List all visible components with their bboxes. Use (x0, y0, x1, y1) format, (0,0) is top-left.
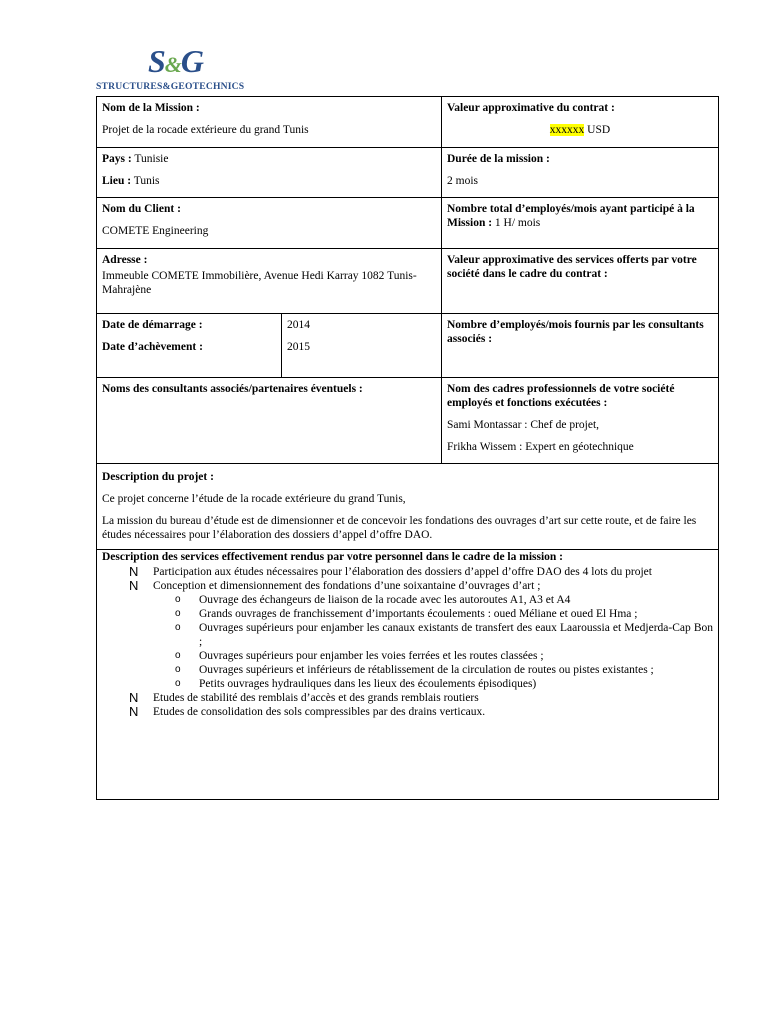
lieu-label: Lieu : (102, 175, 132, 187)
pays-label: Pays : (102, 153, 132, 165)
cell-date-values (282, 314, 442, 377)
cell-contract-value (442, 97, 718, 147)
sub-list-item (153, 663, 713, 677)
service-item-text: Conception et dimensionnement des fondations d’une soixantaine d’ouvrages d’art ; (153, 580, 541, 592)
sub-list-item (153, 621, 713, 649)
valeur-services-label: Valeur approximative des services offerts par votre société dans le cadre du contrat : (447, 254, 697, 280)
logo-ampersand: & (164, 52, 181, 77)
sub-item-text: Ouvrages supérieurs et inférieurs de rétablissement de la circulation de routes ou pistes existantes ; (199, 664, 654, 676)
contract-amount: xxxxxx (549, 124, 585, 136)
row-consultants (97, 378, 718, 464)
description-label: Description du projet : (102, 471, 214, 483)
consultants-employes-label: Nombre d’employés/mois fournis par les consultants associés : (447, 319, 704, 345)
bullet-icon: N (129, 690, 139, 705)
circle-bullet-icon: o (175, 664, 181, 675)
services-label: Description des services effectivement rendus par votre personnel dans le cadre de la mission : (102, 551, 564, 563)
lieu-value: Tunis (131, 175, 160, 187)
service-item-text: Etudes de consolidation des sols compressibles par des drains verticaux. (153, 706, 486, 718)
duree-value: 2 mois (447, 175, 478, 187)
client-value: COMETE Engineering (102, 225, 209, 237)
cell-services-value (442, 249, 718, 313)
demarrage-value: 2014 (287, 319, 310, 331)
service-item-text: Etudes de stabilité des remblais d’accès et des grands remblais routiers (153, 692, 479, 704)
cell-staff (442, 378, 718, 463)
sub-list-item (153, 593, 713, 607)
mission-label: Nom de la Mission : (102, 102, 200, 114)
list-item (102, 579, 713, 691)
cell-consultant-employees (442, 314, 718, 377)
list-item (102, 705, 713, 719)
adresse-value: Immeuble COMETE Immobilière, Avenue Hedi Karray 1082 Tunis- Mahrajène (102, 270, 417, 296)
bullet-icon: N (129, 578, 139, 593)
sub-list-item (153, 677, 713, 691)
cell-address (97, 249, 442, 313)
row-project-description (97, 464, 718, 550)
list-item (102, 691, 713, 705)
description-paragraph-2: La mission du bureau d’étude est de dimensionner et de concevoir les fondations des ouvrages d’art sur cette route, et de faire les études nécessaires pour l’élaboration des dossiers d’appel d’offre DAO. (102, 515, 697, 541)
logo-letter-s: S (148, 43, 165, 79)
sub-item-text: Ouvrage des échangeurs de liaison de la rocade avec les autoroutes A1, A3 et A4 (199, 594, 571, 606)
cadre-2: Frikha Wissem : Expert en géotechnique (447, 441, 634, 453)
row-mission (97, 97, 718, 148)
achevement-label: Date d’achèvement : (102, 341, 203, 353)
sub-item-text: Ouvrages supérieurs pour enjamber les voies ferrées et les routes classées ; (199, 650, 544, 662)
cadres-label: Nom des cadres professionnels de votre société employés et fonctions exécutées : (447, 383, 675, 409)
sub-item-text: Petits ouvrages hydrauliques dans les lieux des écoulements épisodiques) (199, 678, 537, 690)
cell-project-description (97, 464, 718, 549)
mission-form-table (96, 96, 719, 800)
adresse-label: Adresse : (102, 254, 148, 266)
services-list (102, 565, 713, 719)
cadre-1: Sami Montassar : Chef de projet, (447, 419, 600, 431)
row-address (97, 249, 718, 314)
row-client (97, 198, 718, 249)
cell-country-place (97, 148, 442, 197)
sub-services-list (153, 593, 713, 691)
list-item (102, 565, 713, 579)
circle-bullet-icon: o (175, 650, 181, 661)
description-paragraph-1: Ce projet concerne l’étude de la rocade extérieure du grand Tunis, (102, 493, 406, 505)
circle-bullet-icon: o (175, 594, 181, 605)
pays-value: Tunisie (131, 153, 169, 165)
circle-bullet-icon: o (175, 608, 181, 619)
sub-item-text: Ouvrages supérieurs pour enjamber les canaux existants de transfert des eaux Laaroussia et Medjerda-Cap Bon ; (199, 622, 713, 648)
service-item-text: Participation aux études nécessaires pour l’élaboration des dossiers d’appel d’offre DAO des 4 lots du projet (153, 566, 652, 578)
circle-bullet-icon: o (175, 678, 181, 689)
logo-company-name: STRUCTURES&GEOTECHNICS (96, 81, 245, 92)
bullet-icon: N (129, 704, 139, 719)
cell-consultants (97, 378, 442, 463)
contract-label: Valeur approximative du contrat : (447, 102, 615, 114)
cell-total-employees (442, 198, 718, 248)
contract-currency: USD (584, 124, 611, 136)
company-logo (96, 44, 256, 92)
sub-list-item (153, 649, 713, 663)
logo-letter-g: G (180, 43, 204, 79)
row-location (97, 148, 718, 198)
cell-mission-name (97, 97, 442, 147)
employes-label: Nombre total d’employés/mois ayant participé à la Mission : (447, 203, 695, 229)
sub-item-text: Grands ouvrages de franchissement d’importants écoulements : oued Méliane et oued El Hma ; (199, 608, 638, 620)
sub-list-item (153, 607, 713, 621)
cell-client (97, 198, 442, 248)
client-label: Nom du Client : (102, 203, 181, 215)
row-dates (97, 314, 718, 378)
cell-duration (442, 148, 718, 197)
cell-date-labels (97, 314, 282, 377)
row-services (97, 550, 718, 799)
circle-bullet-icon: o (175, 622, 181, 633)
cell-services (97, 550, 718, 799)
mission-value: Projet de la rocade extérieure du grand Tunis (102, 124, 309, 136)
achevement-value: 2015 (287, 341, 310, 353)
demarrage-label: Date de démarrage : (102, 319, 203, 331)
employes-value: 1 H/ mois (492, 217, 541, 229)
bullet-icon: N (129, 564, 139, 579)
logo-mark (148, 44, 203, 82)
duree-label: Durée de la mission : (447, 153, 550, 165)
consultants-label: Noms des consultants associés/partenaires éventuels : (102, 383, 363, 395)
